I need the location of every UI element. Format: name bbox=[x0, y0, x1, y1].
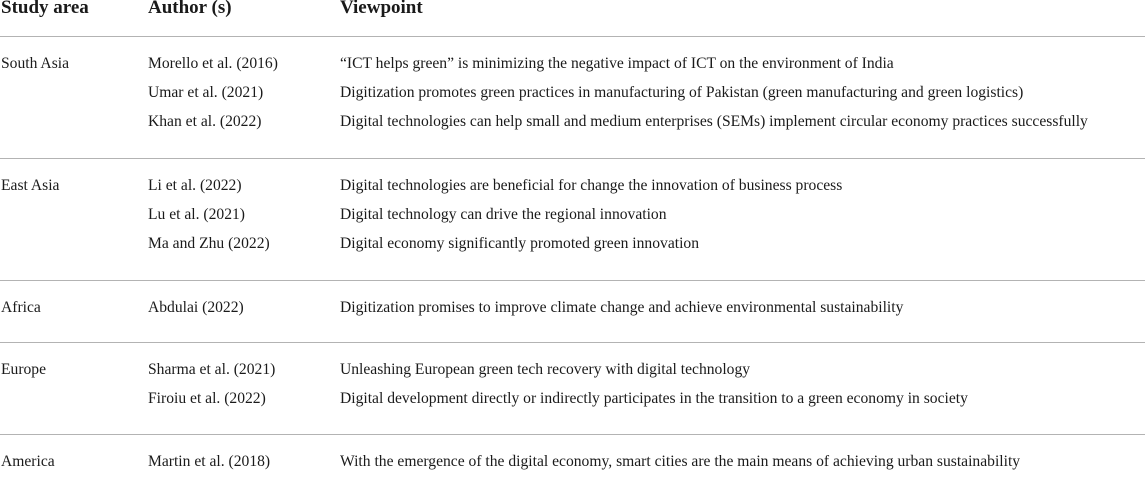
viewpoint-cell: Unleashing European green tech recovery with digital technology bbox=[340, 361, 751, 378]
table-row bbox=[0, 176, 1145, 205]
header-study-area: Study area bbox=[1, 0, 89, 18]
study-area-cell: America bbox=[1, 453, 55, 470]
author-cell: Khan et al. (2022) bbox=[148, 113, 262, 130]
study-area-cell: East Asia bbox=[1, 177, 60, 194]
table-row bbox=[0, 452, 1145, 481]
table-group-america bbox=[0, 435, 1145, 487]
study-area-cell: Africa bbox=[1, 299, 41, 316]
table-row bbox=[0, 205, 1145, 234]
table-row bbox=[0, 389, 1145, 418]
table-row bbox=[0, 112, 1145, 141]
author-cell: Umar et al. (2021) bbox=[148, 84, 264, 101]
author-cell: Sharma et al. (2021) bbox=[148, 361, 276, 378]
viewpoint-cell: Digital technology can drive the regional innovation bbox=[340, 206, 667, 223]
viewpoint-cell: Digitization promises to improve climate change and achieve environmental sustainability bbox=[340, 299, 904, 316]
author-cell: Morello et al. (2016) bbox=[148, 55, 278, 72]
viewpoint-cell: Digital development directly or indirectly participates in the transition to a green economy in society bbox=[340, 390, 968, 407]
header-viewpoint: Viewpoint bbox=[340, 0, 423, 18]
table-group-south-asia bbox=[0, 37, 1145, 159]
table-row bbox=[0, 298, 1145, 327]
viewpoint-cell: “ICT helps green” is minimizing the negative impact of ICT on the environment of India bbox=[340, 55, 894, 72]
author-cell: Martin et al. (2018) bbox=[148, 453, 271, 470]
author-cell: Ma and Zhu (2022) bbox=[148, 235, 270, 252]
study-area-cell: South Asia bbox=[1, 55, 70, 72]
table-row bbox=[0, 360, 1145, 389]
study-area-cell: Europe bbox=[1, 361, 47, 378]
viewpoint-cell: Digital economy significantly promoted green innovation bbox=[340, 235, 700, 252]
author-cell: Firoiu et al. (2022) bbox=[148, 390, 266, 407]
table-group-europe bbox=[0, 343, 1145, 435]
table-header bbox=[0, 0, 1145, 37]
viewpoint-cell: Digital technologies can help small and medium enterprises (SEMs) implement circular economy practices successfully bbox=[340, 113, 1088, 130]
author-cell: Li et al. (2022) bbox=[148, 177, 242, 194]
table-row bbox=[0, 54, 1145, 83]
table-group-east-asia bbox=[0, 159, 1145, 281]
header-authors: Author (s) bbox=[148, 0, 232, 18]
table-row bbox=[0, 234, 1145, 263]
table-row bbox=[0, 83, 1145, 112]
viewpoint-cell: Digitization promotes green practices in manufacturing of Pakistan (green manufacturing and green logistics) bbox=[340, 84, 1024, 101]
viewpoint-cell: With the emergence of the digital economy, smart cities are the main means of achieving urban sustainability bbox=[340, 453, 1021, 470]
table-group-africa bbox=[0, 281, 1145, 343]
viewpoint-cell: Digital technologies are beneficial for change the innovation of business process bbox=[340, 177, 843, 194]
author-cell: Abdulai (2022) bbox=[148, 299, 244, 316]
author-cell: Lu et al. (2021) bbox=[148, 206, 245, 223]
